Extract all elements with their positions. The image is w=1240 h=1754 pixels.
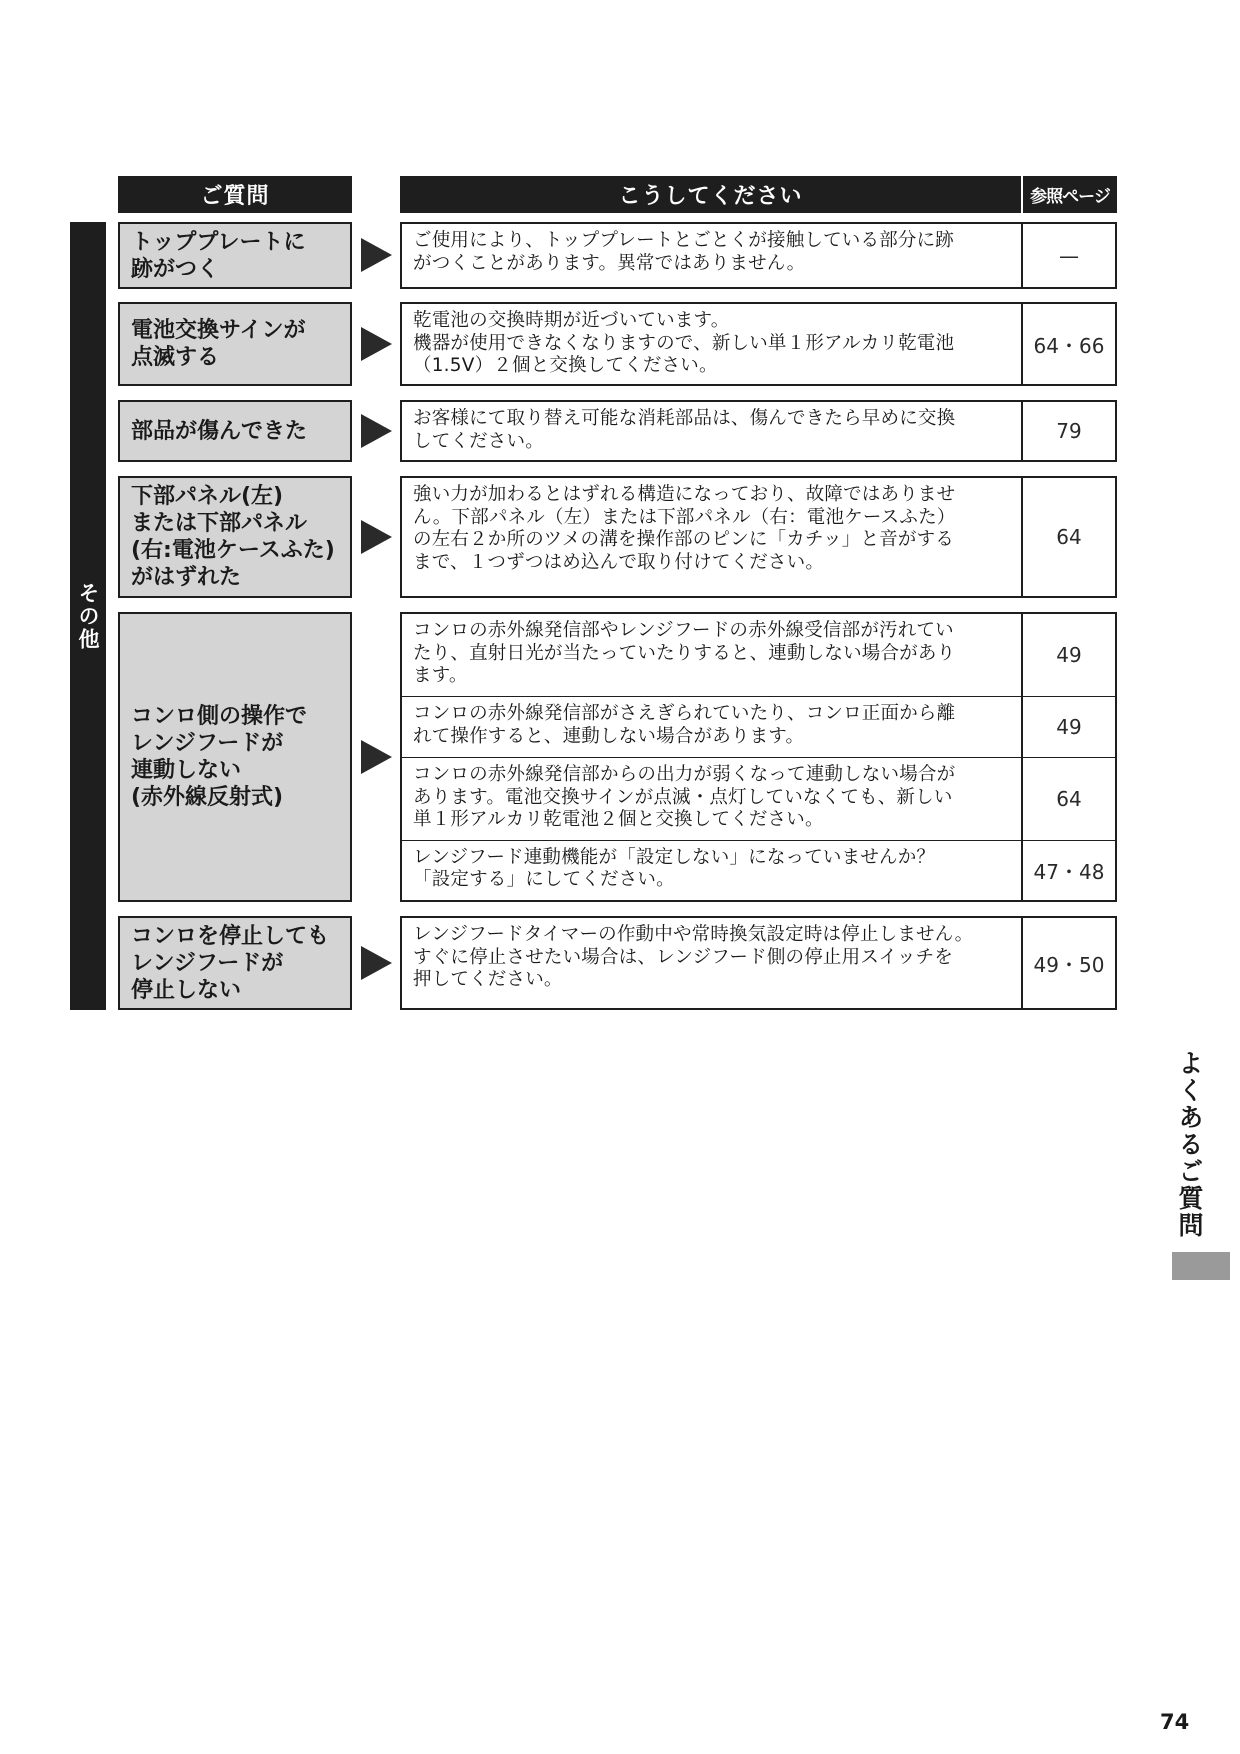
arrow-icon	[361, 238, 392, 272]
arrow-icon	[361, 946, 392, 980]
section-tab-label: よくあるご質問	[1175, 1050, 1204, 1239]
faq-answer-row	[402, 478, 1115, 596]
faq-answer-row	[402, 918, 1115, 1008]
faq-question: 下部パネル(左) または下部パネル (右:電池ケースふた) がはずれた	[118, 476, 352, 598]
faq-reference-page: 64	[1056, 525, 1082, 549]
faq-reference-page: —	[1059, 243, 1079, 268]
faq-answer-table	[400, 400, 1117, 462]
faq-answer-row	[402, 840, 1115, 900]
faq-reference-page: 79	[1056, 419, 1082, 443]
faq-question: トッププレートに 跡がつく	[118, 222, 352, 289]
faq-answer-text: レンジフード連動機能が「設定しない」になっていませんか？ 「設定する」にしてください。	[402, 841, 1023, 900]
faq-reference-page: 49	[1056, 715, 1082, 740]
faq-question: 電池交換サインが 点滅する	[118, 302, 352, 386]
arrow-icon	[361, 414, 392, 448]
faq-answer-text: コンロの赤外線発信部やレンジフードの赤外線受信部が汚れてい たり、直射日光が当たっていたりすると、連動しない場合があり ます。	[402, 614, 1023, 696]
faq-answer-row	[402, 402, 1115, 460]
faq-answer-table	[400, 916, 1117, 1010]
faq-answer-text: レンジフードタイマーの作動中や常時換気設定時は停止しません。 すぐに停止させたい場合は、レンジフード側の停止用スイッチを 押してください。	[402, 918, 1023, 1008]
faq-answer-table	[400, 222, 1117, 289]
header-answer: こうしてください	[400, 176, 1021, 213]
faq-answer-row	[402, 757, 1115, 839]
faq-answer-row	[402, 304, 1115, 384]
faq-answer-row	[402, 614, 1115, 696]
faq-reference-page: 49	[1056, 643, 1082, 668]
arrow-icon	[361, 740, 392, 774]
arrow-icon	[361, 327, 392, 361]
faq-answer-text: 強い力が加わるとはずれる構造になっており、故障ではありませ ん。下部パネル（左）または下部パネル（右：電池ケースふた） の左右２か所のツメの溝を操作部のピンに「カチッ」と音がする まで、１つずつはめ込んで取り付けてください。	[402, 478, 1023, 596]
faq-answer-table	[400, 302, 1117, 386]
faq-answer-table	[400, 612, 1117, 902]
faq-answer-row	[402, 224, 1115, 287]
faq-reference-page: 64・66	[1033, 333, 1105, 358]
faq-answer-text: ご使用により、トッププレートとごとくが接触している部分に跡 がつくことがあります。異常ではありません。	[402, 224, 1023, 287]
faq-answer-row	[402, 696, 1115, 757]
faq-answer-table	[400, 476, 1117, 598]
faq-answer-text: 乾電池の交換時期が近づいています。 機器が使用できなくなりますので、新しい単１形アルカリ乾電池 （1.5V）２個と交換してください。	[402, 304, 1023, 384]
category-label: その他	[76, 581, 100, 651]
section-tab-marker	[1172, 1252, 1230, 1280]
faq-question: コンロを停止しても レンジフードが 停止しない	[118, 916, 352, 1010]
header-question: ご質問	[118, 176, 352, 213]
faq-reference-page: 47・48	[1033, 859, 1105, 884]
page-number: 74	[1160, 1710, 1190, 1734]
faq-answer-text: コンロの赤外線発信部がさえぎられていたり、コンロ正面から離 れて操作すると、連動しない場合があります。	[402, 697, 1023, 757]
faq-reference-page: 64	[1056, 787, 1082, 812]
arrow-icon	[361, 520, 392, 554]
faq-question: コンロ側の操作で レンジフードが 連動しない (赤外線反射式)	[118, 612, 352, 902]
faq-reference-page: 49・50	[1033, 952, 1105, 977]
faq-answer-text: コンロの赤外線発信部からの出力が弱くなって連動しない場合が あります。電池交換サインが点滅・点灯していなくても、新しい 単１形アルカリ乾電池２個と交換してください。	[402, 758, 1023, 839]
header-reference-page: 参照ページ	[1023, 176, 1117, 213]
faq-answer-text: お客様にて取り替え可能な消耗部品は、傷んできたら早めに交換 してください。	[402, 402, 1023, 460]
category-band	[70, 222, 106, 1010]
faq-question: 部品が傷んできた	[118, 400, 352, 462]
